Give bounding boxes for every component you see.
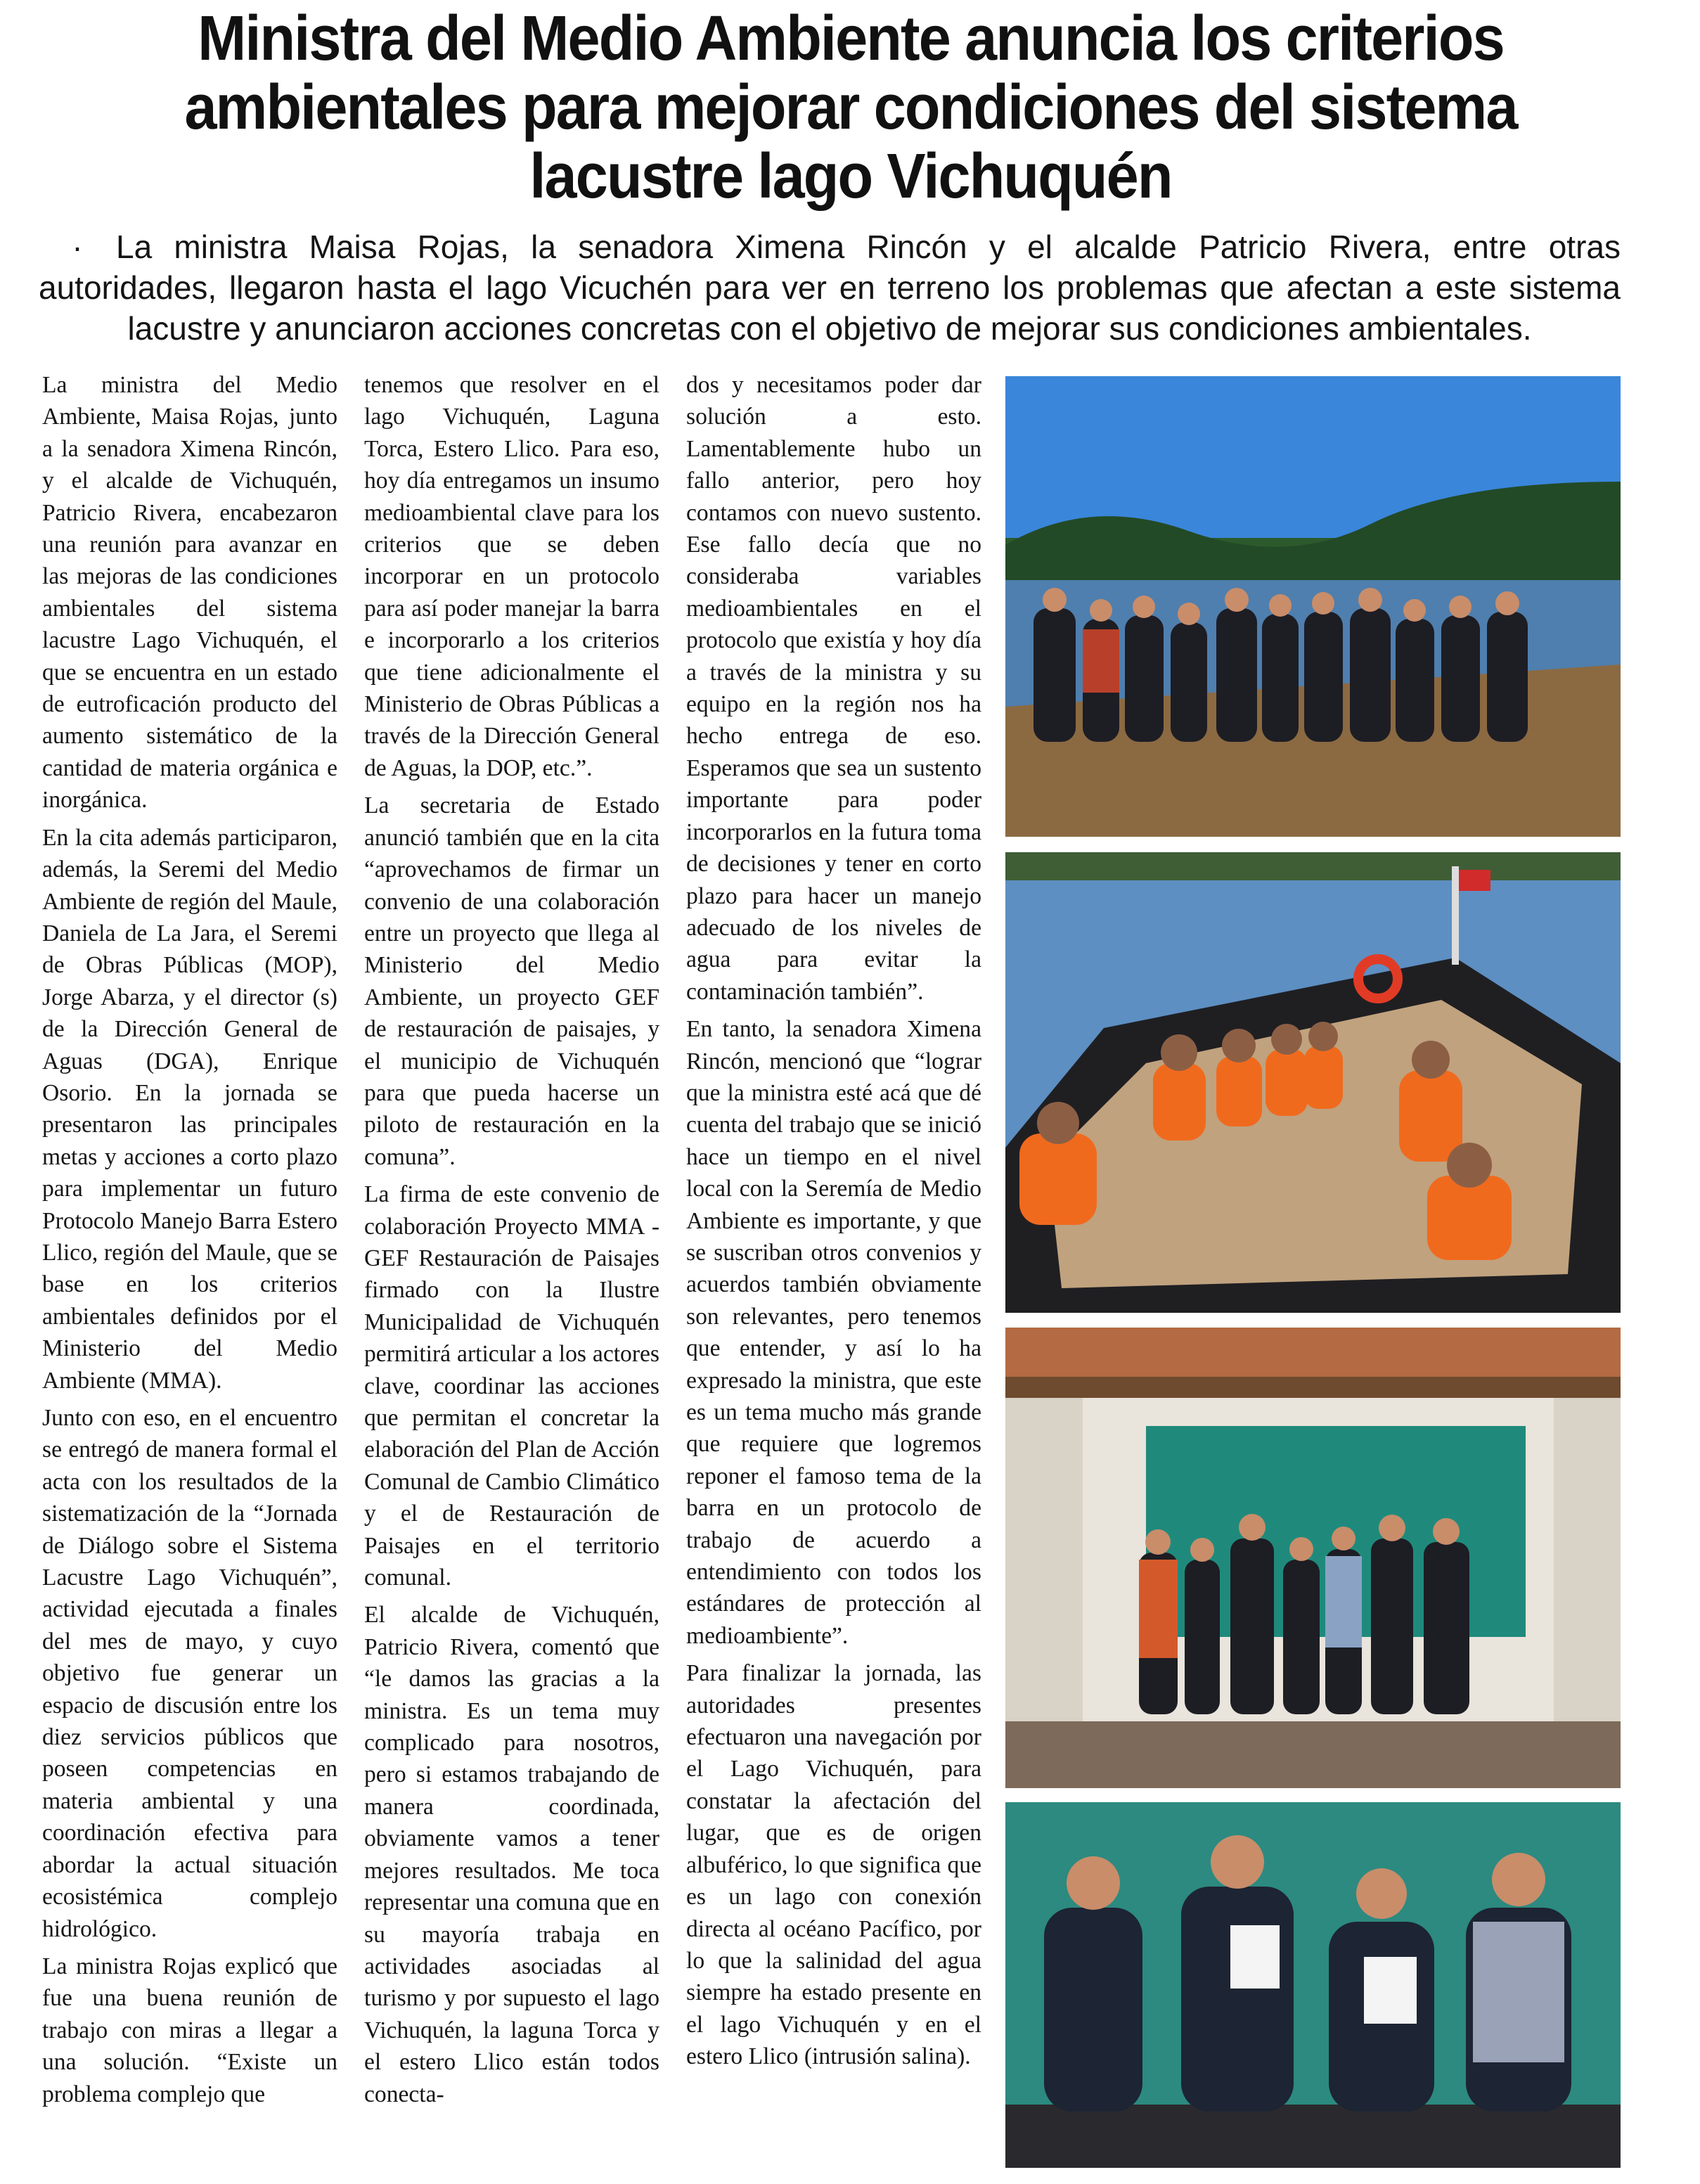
- paragraph: En tanto, la senadora Ximena Rincón, mencionó que “lograr que la ministra esté acá que dé cuenta del trabajo que se inició hace un tiempo en el nivel local con la Seremía de Medio Ambiente es importante, y que se suscriban otros convenios y acuerdos también obviamente son relevantes, pero tenemos que entender, y así lo ha expresado la ministra, que este es un tema mucho más grande que requiere que logremos reponer el famoso tema de la barra en un protocolo de trabajo de acuerdo a entendimiento con todos los estándares de protección al medioambiente”.: [686, 1016, 981, 1649]
- article-column-2: [364, 369, 659, 2116]
- lede-text: La ministra Maisa Rojas, la senadora Ximena Rincón y el alcalde Patricio Rivera, entre otras autoridades, llegaron hasta el lago Vicuchén para ver en terreno los problemas que afectan a este sistema lacustre y anunciaron acciones concretas con el objetivo de mejorar sus condiciones ambientales.: [39, 229, 1621, 347]
- lede-bullet: ·: [72, 229, 83, 265]
- article-column-3: [686, 369, 981, 2079]
- courtyard-group-photo: [1005, 1328, 1621, 1788]
- lede: [39, 226, 1621, 349]
- paragraph: La firma de este convenio de colaboración Proyecto MMA - GEF Restauración de Paisajes firmado con la Ilustre Municipalidad de Vichuquén permitirá articular a los actores clave, coordinar las acciones que permitan el concretar la elaboración del Plan de Acción Comunal de Cambio Climático y el de Restauración de Paisajes en el territorio comunal.: [364, 1181, 659, 1591]
- paragraph: Junto con eso, en el encuentro se entregó de manera formal el acta con los resultados de la sistematización de la “Jornada de Diálogo sobre el Sistema Lacustre Lago Vichuquén”, actividad ejecutada a finales del mes de mayo, y cuyo objetivo fue generar un espacio de discusión entre los diez servicios públicos que poseen competencias en materia ambiental y una coordinación efectiva para abordar la actual situación ecosistémica complejo hidrológico.: [42, 1405, 337, 1942]
- paragraph: La ministra del Medio Ambiente, Maisa Rojas, junto a la senadora Ximena Rincón, y el alcalde de Vichuquén, Patricio Rivera, encabezaron una reunión para avanzar en las mejoras de las condiciones ambientales del sistema lacustre Lago Vichuquén, el que se encuentra en un estado de eutroficación producto del aumento sistemático de la cantidad de materia orgánica e inorgánica.: [42, 372, 337, 814]
- headline: Ministra del Medio Ambiente anuncia los criterios ambientales para mejorar condiciones del sistema lacustre lago Vichuquén: [184, 4, 1517, 212]
- paragraph: Para finalizar la jornada, las autoridades presentes efectuaron una navegación por el Lago Vichuquén, para constatar la afectación del lugar, que es de origen albuférico, lo que significa que es un lago con conexión directa al océano Pacífico, por lo que la salinidad del agua siempre ha estado presente en el lago Vichuquén y en el estero Llico (intrusión salina).: [686, 1660, 981, 2070]
- paragraph: dos y necesitamos poder dar solución a esto. Lamentablemente hubo un fallo anterior, pero hoy contamos con nuevo sustento. Ese fallo decía que no consideraba variables medioambientales en el protocolo que existía y hoy día a través de la ministra y su equipo en la región nos ha hecho entrega de eso. Esperamos que sea un sustento importante para poder incorporarlos en la futura toma de decisiones y tener en corto plazo para hacer un manejo adecuado de los niveles de agua para evitar la contaminación también”.: [686, 372, 981, 1005]
- article-column-1: [42, 369, 337, 2116]
- paragraph: En la cita además participaron, además, la Seremi del Medio Ambiente de región del Maule, Daniela de La Jara, el Seremi de Obras Públicas (MOP), Jorge Abarza, y el director (s) de la Dirección General de Aguas (DGA), Enrique Osorio. En la jornada se presentaron las principales metas y acciones a corto plazo para implementar un futuro Protocolo Manejo Barra Estero Llico, región del Maule, que se base en los criterios ambientales definidos por el Ministerio del Medio Ambiente (MMA).: [42, 824, 337, 1394]
- paragraph: El alcalde de Vichuquén, Patricio Rivera, comentó que “le damos las gracias a la ministra. Es un tema muy complicado para nosotros, pero si estamos trabajando de manera coordinada, obviamente vamos a tener mejores resultados. Me toca representar una comuna que en su mayoría trabaja en actividades asociadas al turismo y por supuesto el lago Vichuquén, la laguna Torca y el estero Llico están todos conecta-: [364, 1602, 659, 2107]
- agreement-signing-photo: [1005, 1802, 1621, 2168]
- boat-life-jackets-photo: [1005, 852, 1621, 1313]
- paragraph: La secretaria de Estado anunció también que en la cita “aprovechamos de firmar un convenio de una colaboración entre un proyecto que llega al Ministerio del Medio Ambiente, un proyecto GEF de restauración de paisajes, y el municipio de Vichuquén para que pueda hacerse un piloto de restauración en la comuna”.: [364, 792, 659, 1170]
- paragraph: tenemos que resolver en el lago Vichuquén, Laguna Torca, Estero Llico. Para eso, hoy día entregamos un insumo medioambiental clave para los criterios que se deben incorporar en un protocolo para así poder manejar la barra e incorporarlo a los criterios que tiene adicionalmente el Ministerio de Obras Públicas a través de la Dirección General de Aguas, la DOP, etc.”.: [364, 372, 659, 781]
- group-on-dock-photo: [1005, 376, 1621, 837]
- paragraph: La ministra Rojas explicó que fue una buena reunión de trabajo con miras a llegar a una solución. “Existe un problema complejo que: [42, 1953, 337, 2107]
